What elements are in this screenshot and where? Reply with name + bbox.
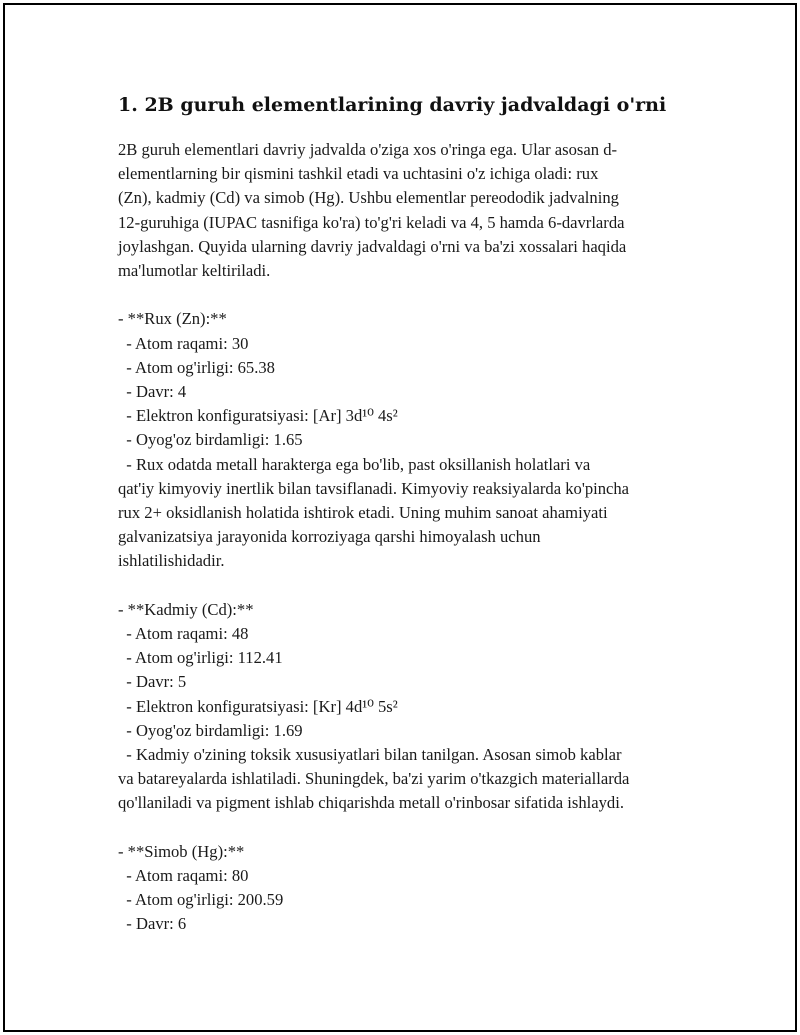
paragraph-gap: [118, 283, 690, 307]
zinc-description: galvanizatsiya jarayonida korroziyaga qarshi himoyalash uchun: [118, 527, 541, 547]
document-title: 1. 2B guruh elementlarining davriy jadvaldagi o'rni: [118, 94, 667, 116]
cadmium-description: - Kadmiy o'zining toksik xususiyatlari bilan tanilgan. Asosan simob kablar: [118, 745, 622, 765]
mercury-period: - Davr: 6: [118, 914, 187, 934]
text-line: (Zn), kadmiy (Cd) va simob (Hg). Ushbu elementlar pereododik jadvalning: [118, 188, 619, 208]
mercury-atomic-weight: - Atom og'irligi: 200.59: [118, 890, 284, 910]
paragraph-gap: [118, 574, 690, 598]
mercury-heading: - **Simob (Hg):**: [118, 841, 245, 861]
text-line: joylashgan. Quyida ularning davriy jadvaldagi o'rni va ba'zi xossalari haqida: [118, 236, 627, 256]
zinc-atomic-weight: - Atom og'irligi: 65.38: [118, 357, 275, 377]
cadmium-atomic-number: - Atom raqami: 48: [118, 624, 249, 644]
cadmium-heading: - **Kadmiy (Cd):**: [118, 599, 254, 619]
cadmium-section: [118, 598, 690, 816]
zinc-description: qat'iy kimyoviy inertlik bilan tavsiflanadi. Kimyoviy reaksiyalarda ko'pincha: [118, 478, 630, 498]
zinc-description: rux 2+ oksidlanish holatida ishtirok etadi. Uning muhim sanoat ahamiyati: [118, 503, 608, 523]
text-line: 12-guruhiga (IUPAC tasnifiga ko'ra) to'g'ri keladi va 4, 5 hamda 6-davrlarda: [118, 212, 625, 232]
zinc-description: ishlatilishidadir.: [118, 551, 225, 571]
text-line: ma'lumotlar keltiriladi.: [118, 261, 271, 281]
zinc-heading: - **Rux (Zn):**: [118, 309, 227, 329]
mercury-section: [118, 840, 690, 937]
zinc-section: [118, 307, 690, 573]
zinc-electronegativity: - Oyog'oz birdamligi: 1.65: [118, 430, 303, 450]
cadmium-description: qo'llaniladi va pigment ishlab chiqarishda metall o'rinbosar sifatida ishlaydi.: [118, 793, 624, 813]
text-line: elementlarning bir qismini tashkil etadi va uchtasini o'z ichiga oladi: rux: [118, 164, 599, 184]
zinc-description: - Rux odatda metall harakterga ega bo'lib, past oksillanish holatlari va: [118, 454, 591, 474]
zinc-period: - Davr: 4: [118, 382, 187, 402]
cadmium-description: va batareyalarda ishlatiladi. Shuningdek, ba'zi yarim o'tkazgich materiallarda: [118, 769, 630, 789]
text-line: 2B guruh elementlari davriy jadvalda o'ziga xos o'ringa ega. Ular asosan d-: [118, 140, 618, 159]
cadmium-electron-config: - Elektron konfiguratsiyasi: [Kr] 4d¹⁰ 5s²: [118, 696, 398, 716]
zinc-electron-config: - Elektron konfiguratsiyasi: [Ar] 3d¹⁰ 4s²: [118, 406, 398, 426]
cadmium-atomic-weight: - Atom og'irligi: 112.41: [118, 648, 283, 668]
zinc-atomic-number: - Atom raqami: 30: [118, 333, 249, 353]
intro-paragraph: [118, 138, 690, 283]
mercury-atomic-number: - Atom raqami: 80: [118, 866, 249, 886]
cadmium-period: - Davr: 5: [118, 672, 187, 692]
paragraph-gap: [118, 816, 690, 840]
document-body: [118, 92, 690, 937]
cadmium-electronegativity: - Oyog'oz birdamligi: 1.69: [118, 720, 303, 740]
